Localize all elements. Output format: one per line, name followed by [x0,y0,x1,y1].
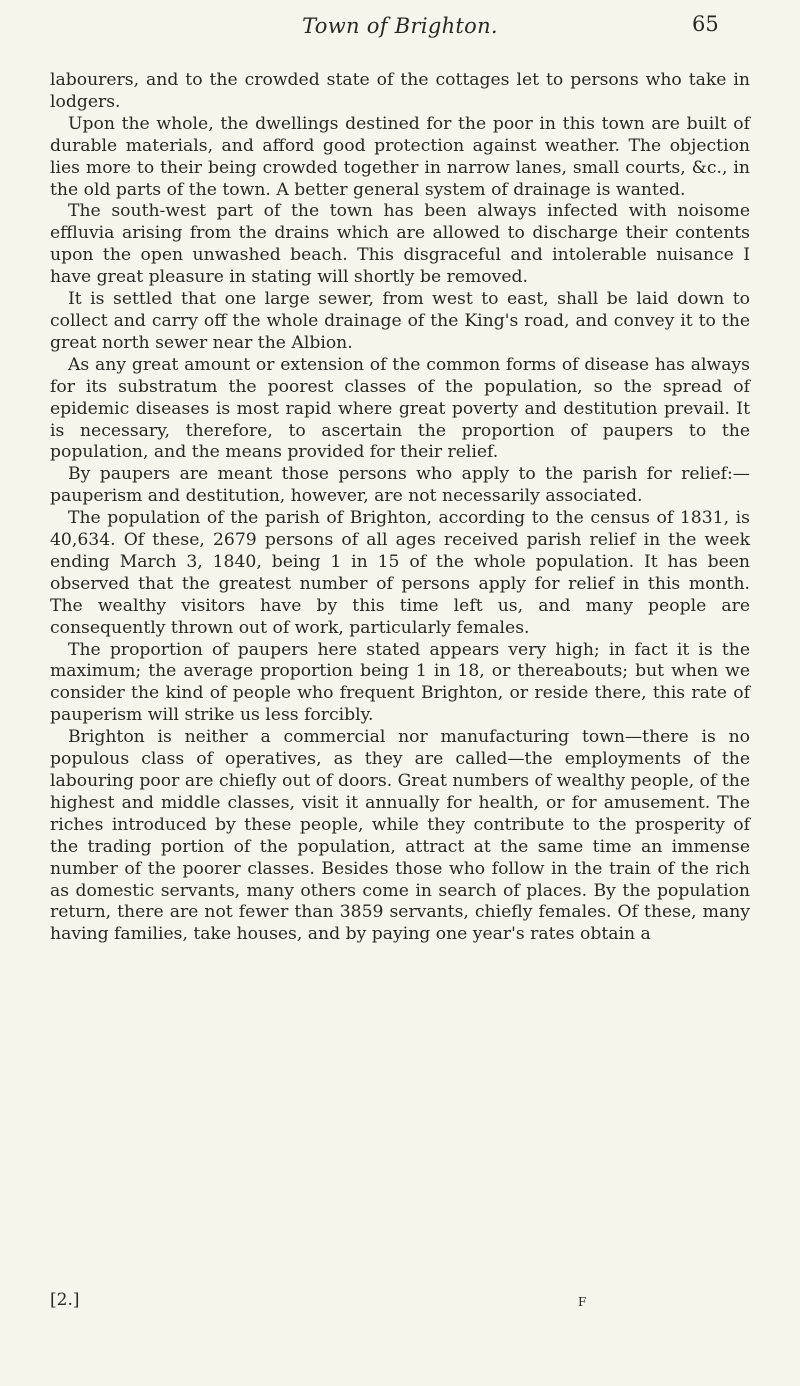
paragraph: It is settled that one large sewer, from west to east, shall be laid down to collect and carry off the whole drainage of the King's road, and convey it to the great north sewer near the Albion. [50,289,750,353]
signature-mark: [2.] [50,1290,80,1310]
paragraph: As any great amount or extension of the common forms of disease has always for its substratum the poorest classes of the population, so the spread of epidemic diseases is most rapid where great poverty and destitution prevail. It is necessary, therefore, to ascertain the proportion of paupers to the population, and the means provided for their relief. [50,354,750,463]
paragraph: The proportion of paupers here stated appears very high; in fact it is the maximum; the average proportion being 1 in 18, or thereabouts; but when we consider the kind of people who frequent Brighton, or reside there, this rate of pauperism will strike us less forcibly. [50,639,750,726]
sheet-letter: F [578,1295,587,1309]
paragraph: By paupers are meant those persons who apply to the parish for relief:—pauperism and destitution, however, are not necessarily associated. [50,464,750,507]
paragraph: labourers, and to the crowded state of the cottages let to persons who take in lodgers. [50,70,750,112]
paragraph: The population of the parish of Brighton, according to the census of 1831, is 40,634. Of these, 2679 persons of all ages received parish relief in the week ending March 3, 1840, being 1 in 15 of the whole population. It has been observed that the greatest number of persons apply for relief in this month. The wealthy visitors have by this time left us, and many people are consequently thrown out of work, particularly females. [50,508,750,638]
paragraph: Upon the whole, the dwellings destined for the poor in this town are built of durable materials, and afford good protection against weather. The objection lies more to their being crowded together in narrow lanes, small courts, &c., in the old parts of the town. A better general system of drainage is wanted. [50,113,750,200]
running-title: Town of Brighton. [302,14,498,38]
page-number: 65 [692,12,719,36]
paragraph: The south-west part of the town has been always infected with noisome effluvia arising from the drains which are allowed to discharge their contents upon the open unwashed beach. This disgraceful and intolerable nuisance I have great pleasure in stating will shortly be removed. [50,201,750,288]
body-text [50,70,750,946]
paragraph: Brighton is neither a commercial nor manufacturing town—there is no populous class of operatives, as they are called—the employments of the labouring poor are chiefly out of doors. Great numbers of wealthy people, of the highest and middle classes, visit it annually for health, or for amusement. The riches introduced by these people, while they contribute to the prosperity of the trading portion of the population, attract at the same time an immense number of the poorer classes. Besides those who follow in the train of the rich as domestic servants, many others come in search of places. By the population return, there are not fewer than 3859 servants, chiefly females. Of these, many having families, take houses, and by paying one year's rates obtain a [50,727,750,945]
